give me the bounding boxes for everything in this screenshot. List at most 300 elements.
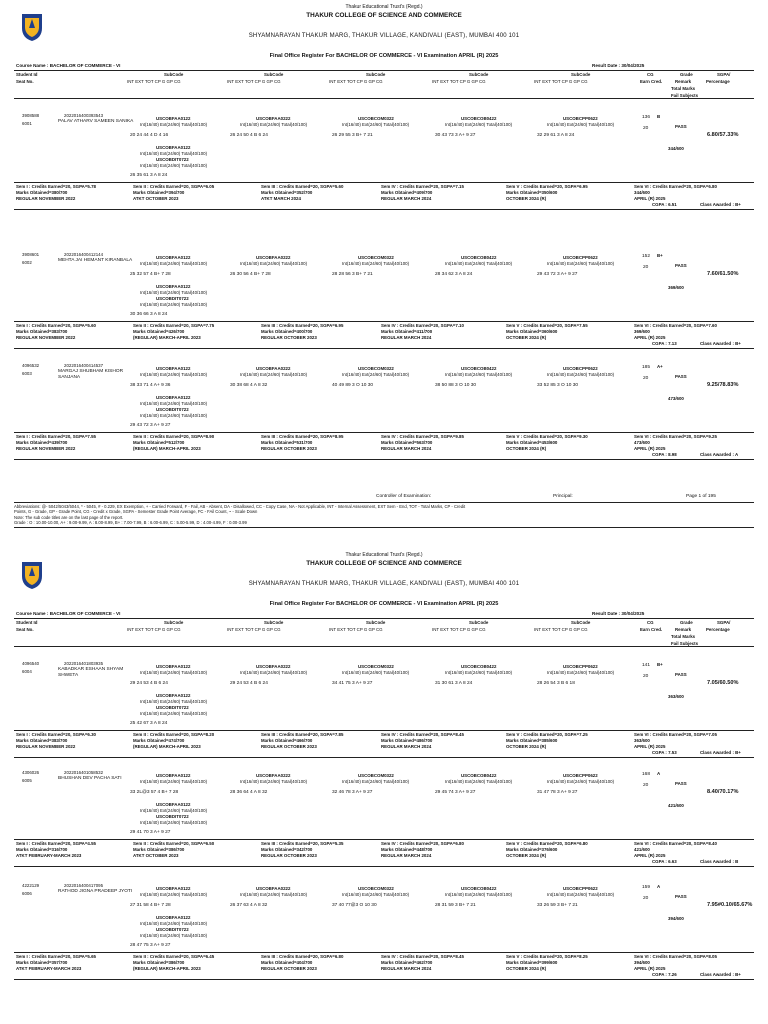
col-earn-cred: Earn Cred.: [640, 79, 663, 84]
sem-summary-line: Sem II : Credits Earned=20, SGPA=6.05: [133, 184, 215, 189]
col-fail-subjects: Fail Subjects: [671, 93, 699, 98]
class-awarded: Class Awarded : B+: [700, 750, 741, 755]
subject-caption: Int(16/40) Ext(24/60) Total(40/100): [342, 122, 410, 127]
subject-marks: 30 36 66 3 A 8 24: [130, 312, 168, 317]
subject-marks: 28 26 54 3 B 6 18: [537, 681, 575, 686]
subject-caption: Int(16/40) Ext(24/60) Total(40/100): [240, 779, 308, 784]
subject-marks: 25 32 57 4 B+ 7 28: [130, 272, 171, 277]
sem-summary-line: Marks Obtained=360/600: [506, 329, 558, 334]
sem-summary-line: Sem IV : Credits Earned=20, SGPA=7.10: [381, 323, 464, 328]
subject-caption: Int(16/40) Ext(24/60) Total(40/100): [140, 290, 208, 295]
abbreviation-line: Abbreviations: @- 5042/5043/5044, * - 5045, # - 0.229, EX Exemption, + - Carried Forward, F - Fail, AB - Absent, DA - Disallowed, CC - Copy Case, NA - Not Applicable, INT - Internal Assessment, EXT Sem - End, TOT - Total Marks, CP - Credit: [14, 504, 466, 509]
sgpa-percentage: 7.95#0.10/65.67%: [707, 902, 753, 908]
sem-summary-line: Marks Obtained=563/700: [381, 440, 433, 445]
subject-caption: Int(16/40) Ext(24/60) Total(40/100): [547, 892, 615, 897]
subject-marks: 26 24 50 4 B 6 24: [230, 133, 268, 138]
col-grade: Grade: [680, 72, 693, 77]
sem-summary-line: REGULAR OCTOBER 2023: [261, 853, 317, 858]
grade-value: A: [657, 884, 661, 889]
class-awarded: Class Awarded : B+: [700, 341, 741, 346]
subject-marks: 32 29 61 3 A 8 24: [537, 133, 575, 138]
subject-marks: 38 33 71 4 A+ 9 36: [130, 383, 171, 388]
sem-summary-line: Sem II : Credits Earned=20, SGPA=8.20: [133, 732, 215, 737]
sem-summary-line: Sem V : Credits Earned=20, SGPA=7.25: [506, 732, 588, 737]
sem-summary-line: Sem V : Credits Earned=20, SGPA=9.30: [506, 434, 588, 439]
abbreviations-box: [14, 502, 754, 528]
subject-caption: Int(16/40) Ext(24/60) Total(40/100): [140, 820, 208, 825]
student-prn: 2022016401058532: [64, 770, 104, 775]
sem-summary-line: Sem V : Credits Earned=20, SGPA=6.95: [506, 184, 588, 189]
subject-code: USCOBFAA0122: [156, 664, 191, 669]
col-subcode: SubCode: [469, 72, 489, 77]
subject-code: USCOBCOB0422: [461, 366, 497, 371]
subject-code: USCOBFAA0122: [156, 915, 191, 920]
header-bottom-rule: [14, 646, 754, 647]
student-name: MARGAJ SHUBHAM KISHOR SANJANA: [58, 369, 124, 380]
subject-code: USCOBFAA0222: [256, 886, 291, 891]
sem-summary-line: ATKT FEBRUARY-MARCH 2023: [16, 966, 82, 971]
sem-rule: [14, 182, 754, 183]
subject-marks: 37 40 77@3 O 10 30: [332, 903, 377, 908]
subject-code: USCOBDIT0722: [156, 407, 189, 412]
col-subcode: SubCode: [164, 620, 184, 625]
college-name: THAKUR COLLEGE OF SCIENCE AND COMMERCE: [306, 12, 462, 19]
subject-marks: 29 43 72 3 A+ 9 27: [130, 423, 171, 428]
student-bottom-rule: [14, 348, 754, 349]
sem-summary-line: REGULAR MARCH 2024: [381, 335, 432, 340]
student-prn: 2022016400412144: [64, 252, 104, 257]
subject-caption: Int(16/40) Ext(24/60) Total(40/100): [140, 163, 208, 168]
course-name: Course Name : BACHELOR OF COMMERCE - VI: [16, 611, 121, 616]
subject-marks: 26 30 56 4 B+ 7 28: [230, 272, 271, 277]
subject-caption: Int(16/40) Ext(24/60) Total(40/100): [445, 122, 513, 127]
subject-code: USCOBFAA0122: [156, 255, 191, 260]
subject-code: USCOBDIT0722: [156, 927, 189, 932]
sem-summary-line: Marks Obtained=453/600: [506, 440, 558, 445]
subject-caption: Int(16/40) Ext(24/60) Total(40/100): [140, 261, 208, 266]
subject-marks: 28 34 62 3 A 8 24: [435, 272, 473, 277]
subject-caption: Int(16/40) Ext(24/60) Total(40/100): [547, 122, 615, 127]
subject-caption: Int(16/40) Ext(24/60) Total(40/100): [140, 808, 208, 813]
sem-summary-line: Sem I : Credits Earned=20, SGPA=5.78: [16, 184, 96, 189]
sem-rule: [14, 321, 754, 322]
cg-value: 136: [642, 115, 651, 120]
subject-marks: 32 46 78 3 A+ 9 27: [332, 790, 373, 795]
subject-marks: 30 43 73 3 A+ 9 27: [435, 133, 476, 138]
cgpa-value: CGPA : 6.51: [652, 202, 677, 207]
remark-value: PASS: [675, 263, 687, 268]
sem-summary-line: Marks Obtained=342/700: [261, 847, 313, 852]
sem-summary-line: (REGULAR) MARCH-APRIL 2023: [133, 744, 201, 749]
sem-summary-line: REGULAR NOVEMBER 2022: [16, 744, 76, 749]
subject-marks: 27 31 58 4 B+ 7 28: [130, 903, 171, 908]
student-prn: 2022016400393543: [64, 113, 104, 118]
sgpa-percentage: 8.40/70.17%: [707, 789, 739, 795]
subject-caption: Int(16/40) Ext(24/60) Total(40/100): [445, 372, 513, 377]
subject-marks: 33 26 59 3 B+ 7 21: [537, 903, 578, 908]
trust-name: Thakur Educational Trust's (Regd.): [345, 552, 423, 558]
sem-summary-line: Marks Obtained=385/600: [506, 738, 558, 743]
sem-summary-line: Sem VI : Credits Earned=20, SGPA=7.05: [634, 732, 717, 737]
subject-code: USCOBFAA0222: [256, 773, 291, 778]
class-awarded: Class Awarded : A: [700, 452, 739, 457]
subject-caption: Int(16/40) Ext(24/60) Total(40/100): [140, 933, 208, 938]
sem-summary-line: REGULAR NOVEMBER 2022: [16, 196, 76, 201]
sem-rule: [14, 730, 754, 731]
col-earn-cred: Earn Cred.: [640, 627, 663, 632]
subject-marks: 29 41 70 3 A+ 9 27: [130, 830, 171, 835]
sem-summary-line: Sem IV : Credits Earned=20, SGPA=9.85: [381, 434, 464, 439]
header-top-rule: [14, 70, 754, 71]
result-date: Result Date : 30/04/2025: [592, 63, 645, 68]
seat-number: 6001: [22, 121, 32, 126]
sem-summary-line: Sem VI : Credits Earned=20, SGPA=8.40: [634, 841, 717, 846]
sem-summary-line: Marks Obtained=399/600: [506, 960, 558, 965]
student-name: KABADKAR ESHAAN SHYAM SHWETA: [58, 667, 124, 678]
sem-summary-line: Marks Obtained=383/700: [16, 738, 68, 743]
sem-summary-line: Sem III : Credits Earned=20, SGPA=5.35: [261, 841, 344, 846]
sem-summary-line: Marks Obtained=426/700: [133, 329, 185, 334]
cgpa-value: CGPA : 7.53: [652, 750, 677, 755]
student-prn: 2022016401803935: [64, 661, 104, 666]
student-id: 3908588: [22, 113, 40, 118]
remark-value: PASS: [675, 672, 687, 677]
student-id: 4306026: [22, 770, 40, 775]
subject-code: USCOBFAA0122: [156, 773, 191, 778]
subject-caption: Int(16/40) Ext(24/60) Total(40/100): [140, 302, 208, 307]
class-awarded: Class Awarded : B: [700, 859, 739, 864]
col-total-marks: Total Marks: [671, 86, 696, 91]
grade-value: B+: [657, 662, 663, 667]
sem-summary-line: REGULAR OCTOBER 2023: [261, 744, 317, 749]
sem-summary-line: 369/600: [634, 329, 650, 334]
subject-caption: Int(16/40) Ext(24/60) Total(40/100): [140, 711, 208, 716]
sem-summary-line: Sem II : Credits Earned=20, SGPA=6.50: [133, 841, 215, 846]
col-fail-subjects: Fail Subjects: [671, 641, 699, 646]
sem-summary-line: Marks Obtained=404/700: [261, 960, 313, 965]
grade-scale: Grade : O : 10.00-10.00, A+ : 9.00-9.99, A : 8.00-8.99, B+ : 7.00-7.99, B : 6.00-6.99, C : 5.00-5.99, D : 4.00-4.99, F : 0.00-3.99: [14, 520, 247, 526]
subject-caption: Int(16/40) Ext(24/60) Total(40/100): [342, 670, 410, 675]
col-percentage: Percentage: [706, 627, 730, 632]
earned-credits: 20: [643, 896, 649, 901]
sem-rule: [14, 839, 754, 840]
sem-summary-line: OCTOBER 2024 (R): [506, 446, 547, 451]
course-name: Course Name : BACHELOR OF COMMERCE - VI: [16, 63, 121, 68]
subject-marks: 26 35 61 3 A 8 24: [130, 173, 168, 178]
subject-code: USCOBFAA0122: [156, 366, 191, 371]
subject-marks: 29 45 74 3 A+ 9 27: [435, 790, 476, 795]
sem-summary-line: Sem I : Credits Earned=20, SGPA=7.55: [16, 434, 96, 439]
subject-code: USCOBFAA0122: [156, 693, 191, 698]
subject-caption: Int(16/40) Ext(24/60) Total(40/100): [240, 261, 308, 266]
sem-summary-line: REGULAR MARCH 2024: [381, 744, 432, 749]
student-bottom-rule: [14, 866, 754, 867]
remark-value: PASS: [675, 781, 687, 786]
subject-code: USCOBCOB0422: [461, 664, 497, 669]
sgpa-percentage: 7.05/60.50%: [707, 680, 739, 686]
sem-summary-line: 394/600: [634, 960, 650, 965]
sgpa-percentage: 7.60/61.50%: [707, 271, 739, 277]
sem-summary-line: REGULAR OCTOBER 2023: [261, 446, 317, 451]
sem-summary-line: Marks Obtained=411/700: [381, 329, 433, 334]
subject-marks: 38 50 88 3 O 10 30: [435, 383, 477, 388]
student-bottom-rule: [14, 459, 754, 460]
subject-code: USCOBCOB0422: [461, 886, 497, 891]
sem-summary-line: Sem II : Credits Earned=20, SGPA=7.75: [133, 323, 215, 328]
sem-summary-line: Sem II : Credits Earned=20, SGPA=6.45: [133, 954, 215, 959]
subject-code: USCOBCOM0322: [358, 664, 394, 669]
student-name: PALAV ATHARV SAMEEN SANIKA: [58, 119, 134, 124]
subject-caption: Int(16/40) Ext(24/60) Total(40/100): [445, 892, 513, 897]
sem-rule: [14, 952, 754, 953]
total-marks: 421/600: [668, 803, 684, 808]
subject-caption: Int(16/40) Ext(24/60) Total(40/100): [342, 892, 410, 897]
sem-summary-line: REGULAR OCTOBER 2023: [261, 335, 317, 340]
sem-summary-line: Marks Obtained=350/600: [506, 190, 558, 195]
seat-number: 6003: [22, 371, 32, 376]
abbreviation-line: Note: The sub code titles are on the last page of the report.: [14, 514, 124, 520]
subject-code: USCOBCOM0322: [358, 366, 394, 371]
col-sgpa: SGPA/: [717, 72, 731, 77]
col-subcode: SubCode: [264, 72, 284, 77]
sem-summary-line: Sem I : Credits Earned=20, SGPA=5.60: [16, 323, 96, 328]
subject-marks: 28 47 75 3 A+ 9 27: [130, 943, 171, 948]
cg-value: 185: [642, 365, 651, 370]
total-marks: 344/600: [668, 146, 684, 151]
subject-code: USCOBCOB0422: [461, 116, 497, 121]
col-remark: Remark: [675, 627, 692, 632]
grade-value: B+: [657, 253, 663, 258]
sem-summary-line: Sem I : Credits Earned=20, SGPA=4.55: [16, 841, 96, 846]
col-subcode: SubCode: [366, 620, 386, 625]
remark-value: PASS: [675, 124, 687, 129]
cgpa-value: CGPA : 8.98: [652, 452, 677, 457]
sem-summary-line: APRIL (R) 2025: [634, 446, 666, 451]
total-marks: 394/600: [668, 916, 684, 921]
sem-summary-line: 344/600: [634, 190, 650, 195]
subject-marks: 33 2L@3 57 4 B+ 7 28: [130, 790, 179, 795]
subject-caption: Int(16/40) Ext(24/60) Total(40/100): [140, 779, 208, 784]
student-bottom-rule: [14, 757, 754, 758]
trust-name: Thakur Educational Trust's (Regd.): [345, 4, 423, 10]
sem-summary-line: Sem V : Credits Earned=20, SGPA=7.55: [506, 323, 588, 328]
subject-code: USCOBCPP0622: [563, 664, 598, 669]
col-subcode: SubCode: [366, 72, 386, 77]
sem-summary-line: Sem IV : Credits Earned=20, SGPA=6.80: [381, 841, 464, 846]
student-bottom-rule: [14, 209, 754, 210]
col-cg: CG: [647, 72, 654, 77]
subject-code: USCOBDIT0722: [156, 157, 189, 162]
col-total-marks: Total Marks: [671, 634, 696, 639]
class-awarded: Class Awarded : B+: [700, 972, 741, 977]
remark-value: PASS: [675, 374, 687, 379]
earned-credits: 20: [643, 265, 649, 270]
col-percentage: Percentage: [706, 79, 730, 84]
col-student-id: Student Id: [16, 72, 38, 77]
subject-code: USCOBDIT0722: [156, 296, 189, 301]
sem-summary-line: OCTOBER 2024 (R): [506, 196, 547, 201]
total-marks: 363/600: [668, 694, 684, 699]
col-grade: Grade: [680, 620, 693, 625]
subject-caption: Int(16/40) Ext(24/60) Total(40/100): [547, 372, 615, 377]
sem-summary-line: Marks Obtained=448/700: [381, 847, 433, 852]
cgpa-value: CGPA : 7.13: [652, 341, 677, 346]
student-id: 4096532: [22, 363, 40, 368]
subject-marks: 31 47 78 3 A+ 9 27: [537, 790, 578, 795]
sem-summary-line: OCTOBER 2024 (R): [506, 853, 547, 858]
col-mark-heads: INT EXT TOT CP G GP CG: [227, 79, 281, 84]
subject-marks: 28 36 64 4 A 8 32: [230, 790, 268, 795]
sem-summary-line: OCTOBER 2024 (R): [506, 744, 547, 749]
subject-code: USCOBCOM0322: [358, 773, 394, 778]
seat-number: 6002: [22, 260, 32, 265]
sem-summary-line: APRIL (R) 2025: [634, 196, 666, 201]
subject-caption: Int(16/40) Ext(24/60) Total(40/100): [445, 779, 513, 784]
sem-summary-line: REGULAR MARCH 2024: [381, 196, 432, 201]
col-mark-heads: INT EXT TOT CP G GP CG: [534, 79, 588, 84]
subject-caption: Int(16/40) Ext(24/60) Total(40/100): [445, 670, 513, 675]
sem-summary-line: REGULAR MARCH 2024: [381, 853, 432, 858]
col-remark: Remark: [675, 79, 692, 84]
sem-summary-line: REGULAR NOVEMBER 2022: [16, 335, 76, 340]
total-marks: 369/600: [668, 285, 684, 290]
subject-caption: Int(16/40) Ext(24/60) Total(40/100): [140, 670, 208, 675]
subject-code: USCOBFAA0122: [156, 145, 191, 150]
cg-value: 168: [642, 772, 651, 777]
col-mark-heads: INT EXT TOT CP G GP CG: [432, 79, 486, 84]
sem-summary-line: Marks Obtained=352/700: [261, 190, 313, 195]
subject-caption: Int(16/40) Ext(24/60) Total(40/100): [547, 670, 615, 675]
sem-summary-line: Marks Obtained=512/700: [133, 440, 185, 445]
subject-code: USCOBFAA0222: [256, 116, 291, 121]
sem-summary-line: APRIL (R) 2025: [634, 335, 666, 340]
subject-marks: 26 29 55 3 B+ 7 21: [332, 133, 373, 138]
subject-caption: Int(16/40) Ext(24/60) Total(40/100): [240, 670, 308, 675]
sem-summary-line: Marks Obtained=316/700: [16, 847, 68, 852]
header-top-rule: [14, 618, 754, 619]
cg-value: 141: [642, 663, 651, 668]
cgpa-value: CGPA : 6.63: [652, 859, 677, 864]
sem-summary-line: Marks Obtained=409/700: [381, 190, 433, 195]
col-cg: CG: [647, 620, 654, 625]
subject-marks: 29 24 53 4 B 6 24: [230, 681, 268, 686]
sem-summary-line: Marks Obtained=474/700: [133, 738, 185, 743]
sem-summary-line: Sem V : Credits Earned=20, SGPA=8.25: [506, 954, 588, 959]
student-name: BHUSHAN DEV PACHA SATI: [58, 776, 122, 781]
col-student-id: Student Id: [16, 620, 38, 625]
subject-caption: Int(16/40) Ext(24/60) Total(40/100): [140, 122, 208, 127]
subject-caption: Int(16/40) Ext(24/60) Total(40/100): [140, 892, 208, 897]
subject-caption: Int(16/40) Ext(24/60) Total(40/100): [240, 372, 308, 377]
register-title: Final Office Register For BACHELOR OF COMMERCE - VI Examination APRIL (R) 2025: [269, 601, 499, 607]
subject-marks: 20 24 44 4 D 4 16: [130, 133, 169, 138]
student-prn: 2022016400417095: [64, 883, 104, 888]
subject-code: USCOBFAA0222: [256, 366, 291, 371]
subject-code: USCOBCOB0422: [461, 255, 497, 260]
sem-summary-line: Sem I : Credits Earned=20, SGPA=6.30: [16, 732, 96, 737]
sem-summary-line: Sem I : Credits Earned=20, SGPA=5.65: [16, 954, 96, 959]
subject-code: USCOBFAA0222: [256, 664, 291, 669]
cg-value: 152: [642, 254, 651, 259]
sem-summary-line: Marks Obtained=400/700: [261, 329, 313, 334]
sem-summary-line: Marks Obtained=380/700: [16, 190, 68, 195]
student-id: 4222129: [22, 883, 40, 888]
subject-code: USCOBCOM0322: [358, 255, 394, 260]
sem-summary-line: Marks Obtained=357/700: [16, 960, 68, 965]
page-number: Page 1 of 195: [686, 494, 716, 499]
col-mark-heads: INT EXT TOT CP G GP CG: [227, 627, 281, 632]
subject-code: USCOBDIT0722: [156, 814, 189, 819]
subject-marks: 26 37 63 4 A 8 32: [230, 903, 268, 908]
sem-summary-line: Sem III : Credits Earned=20, SGPA=6.80: [261, 954, 344, 959]
grade-value: A: [657, 771, 661, 776]
subject-marks: 29 24 53 4 B 6 24: [130, 681, 168, 686]
subject-marks: 40 49 89 3 O 10 30: [332, 383, 374, 388]
subject-caption: Int(16/40) Ext(24/60) Total(40/100): [342, 779, 410, 784]
col-subcode: SubCode: [469, 620, 489, 625]
college-address: SHYAMNARAYAN THAKUR MARG, THAKUR VILLAGE, KANDIVALI (EAST), MUMBAI 400 101: [248, 33, 520, 39]
total-marks: 473/600: [668, 396, 684, 401]
subject-marks: 30 38 68 4 A 8 32: [230, 383, 268, 388]
abbreviation-line: Points, G - Grade, GP - Grade Point, CG - Credit x Grade, SGPA - Semester Grade Point Average, FC - FAil Count, ~ - Scale Down: [14, 509, 258, 515]
col-subcode: SubCode: [571, 72, 591, 77]
subject-code: USCOBCPP0622: [563, 773, 598, 778]
earned-credits: 20: [643, 126, 649, 131]
subject-marks: 31 30 61 3 A 8 24: [435, 681, 473, 686]
sem-summary-line: 363/600: [634, 738, 650, 743]
subject-code: USCOBCPP0622: [563, 366, 598, 371]
subject-marks: 28 28 56 3 B+ 7 21: [332, 272, 373, 277]
subject-code: USCOBFAA0122: [156, 802, 191, 807]
sem-summary-line: Sem III : Credits Earned=20, SGPA=6.95: [261, 323, 344, 328]
subject-marks: 25 42 67 3 A 8 24: [130, 721, 168, 726]
sem-summary-line: Marks Obtained=386/700: [133, 847, 185, 852]
sem-summary-line: REGULAR MARCH 2024: [381, 446, 432, 451]
register-title: Final Office Register For BACHELOR OF COMMERCE - VI Examination APRIL (R) 2025: [269, 53, 499, 59]
sem-summary-line: ATKT OCTOBER 2023: [133, 853, 179, 858]
subject-code: USCOBFAA0222: [256, 255, 291, 260]
college-address: SHYAMNARAYAN THAKUR MARG, THAKUR VILLAGE, KANDIVALI (EAST), MUMBAI 400 101: [248, 581, 520, 587]
grade-value: B: [657, 114, 661, 119]
col-mark-heads: INT EXT TOT CP G GP CG: [329, 79, 383, 84]
sgpa-percentage: 9.25/78.83%: [707, 382, 739, 388]
sem-summary-line: ATKT FEBRUARY-MARCH 2023: [16, 853, 82, 858]
col-subcode: SubCode: [264, 620, 284, 625]
subject-code: USCOBDIT0722: [156, 705, 189, 710]
sem-summary-line: Sem VI : Credits Earned=20, SGPA=8.05: [634, 954, 717, 959]
sem-summary-line: Sem III : Credits Earned=20, SGPA=7.85: [261, 732, 344, 737]
student-name: RATHOD JIGNA PRADEEP JYOTI: [58, 889, 133, 894]
seat-number: 6005: [22, 778, 32, 783]
sem-summary-line: Marks Obtained=486/700: [381, 738, 433, 743]
col-mark-heads: INT EXT TOT CP G GP CG: [432, 627, 486, 632]
subject-code: USCOBCPP0622: [563, 886, 598, 891]
sem-summary-line: APRIL (R) 2025: [634, 744, 666, 749]
student-id: 4096540: [22, 661, 40, 666]
sem-summary-line: (REGULAR) MARCH-APRIL 2023: [133, 446, 201, 451]
sem-summary-line: 473/600: [634, 440, 650, 445]
sem-summary-line: Sem IV : Credits Earned=20, SGPA=8.45: [381, 732, 464, 737]
subject-caption: Int(16/40) Ext(24/60) Total(40/100): [140, 151, 208, 156]
header-bottom-rule: [14, 98, 754, 99]
subject-caption: Int(16/40) Ext(24/60) Total(40/100): [547, 261, 615, 266]
sem-summary-line: ATKT MARCH 2024: [261, 196, 301, 201]
subject-code: USCOBFAA0122: [156, 116, 191, 121]
college-name: THAKUR COLLEGE OF SCIENCE AND COMMERCE: [306, 560, 462, 567]
col-subcode: SubCode: [164, 72, 184, 77]
subject-caption: Int(16/40) Ext(24/60) Total(40/100): [342, 261, 410, 266]
subject-caption: Int(16/40) Ext(24/60) Total(40/100): [445, 261, 513, 266]
